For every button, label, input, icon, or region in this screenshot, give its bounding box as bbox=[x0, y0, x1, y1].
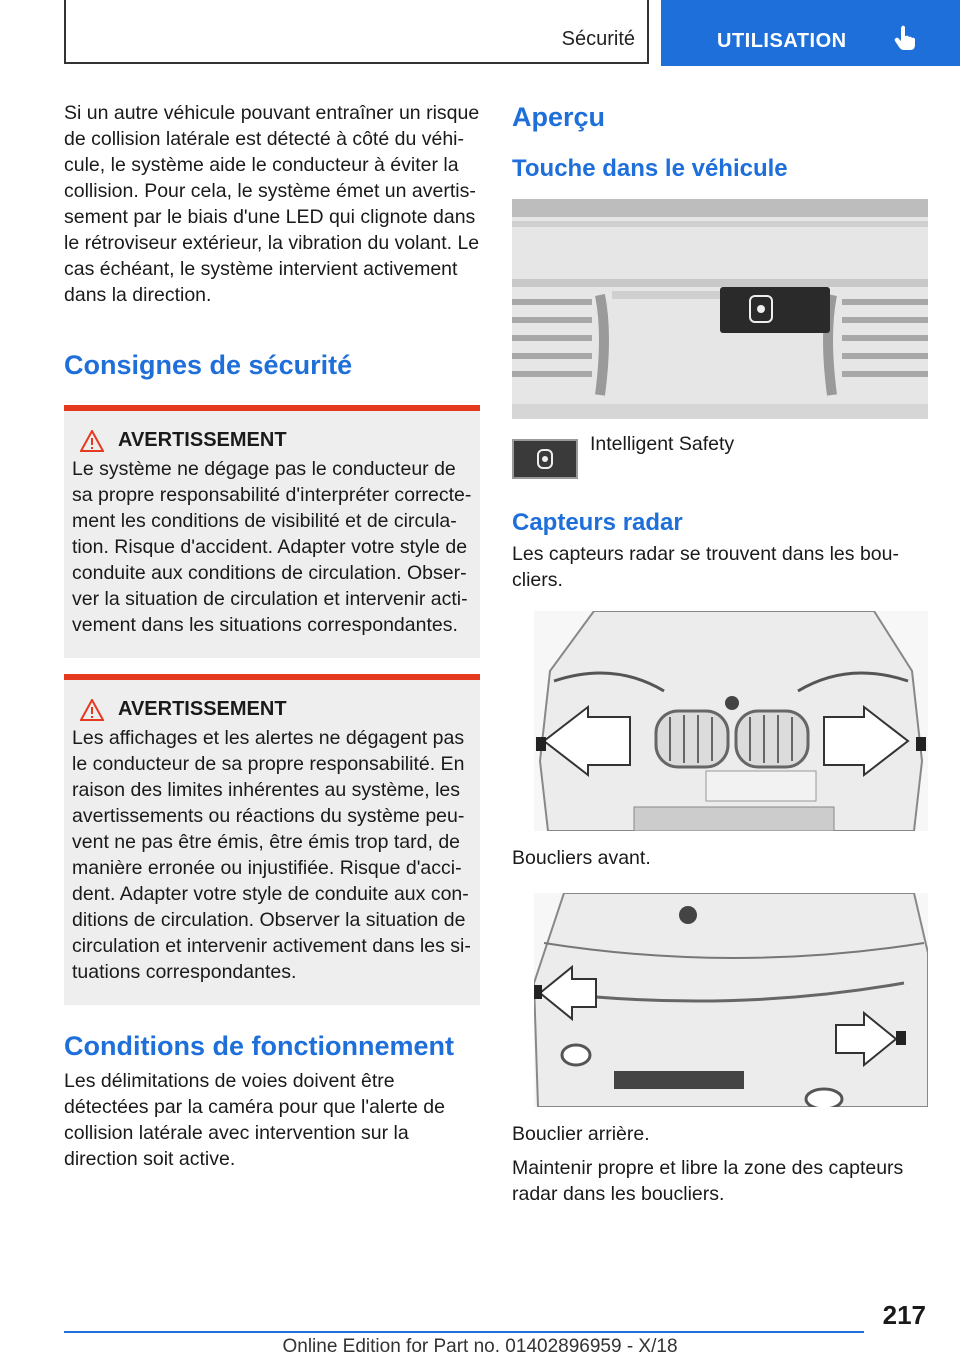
rear-caption: Bouclier arrière. bbox=[512, 1123, 650, 1145]
conditions-paragraph: Les délimitations de voies doivent être détectées par la caméra pour que l'alerte de collision latérale avec intervention sur la direction soit active. bbox=[64, 1070, 445, 1170]
front-bumper-illustration bbox=[534, 611, 928, 831]
warning-text-2: Les affichages et les alertes ne dégagent pas le conducteur de sa propre responsabilité. En raison des limites inhérentes au système, les avertissements ou réactions du système peuvent ne pas être émis, être émis trop tard, de manière erronée ou injustifiée. Risque d'accident. Adapter votre style de conduite aux conditions de circulation. Observer la situation de circulation et intervenir activement dans les situations correspondantes. bbox=[72, 727, 471, 983]
intelligent-safety-button-icon[interactable] bbox=[512, 439, 578, 479]
footer-divider bbox=[64, 1331, 864, 1333]
warning-title-2: AVERTISSEMENT bbox=[118, 698, 287, 720]
section-title: Sécurité bbox=[561, 28, 635, 50]
button-heading: Touche dans le véhicule bbox=[512, 155, 788, 182]
button-legend bbox=[512, 433, 928, 479]
radar-heading: Capteurs radar bbox=[512, 509, 683, 536]
right-column bbox=[512, 100, 928, 1207]
warning-title-1: AVERTISSEMENT bbox=[118, 429, 287, 451]
header-box bbox=[64, 0, 649, 64]
front-caption: Boucliers avant. bbox=[512, 847, 651, 869]
warning-title-row-2 bbox=[80, 698, 472, 721]
chapter-tab-label: UTILISATION bbox=[717, 30, 847, 52]
intro-paragraph: Si un autre véhicule pouvant entraîner un risque de collision latérale est détecté à côté du véhicule, le système aide le conducteur à éviter la collision. Pour cela, le système émet un avertissement par le biais d'une LED qui clignote dans le rétroviseur extérieur, la vibration du volant. Le cas échéant, le système intervient activement dans la direction. bbox=[64, 102, 480, 306]
car-safety-icon bbox=[536, 448, 554, 470]
chapter-tab[interactable] bbox=[661, 0, 960, 66]
warning-triangle-icon bbox=[80, 430, 104, 452]
radar-paragraph: Les capteurs radar se trouvent dans les boucliers. bbox=[512, 543, 899, 591]
warning-text-1: Le système ne dégage pas le conducteur de sa propre responsabilité d'interpréter correctement les conditions de visibilité et de circulation. Risque d'accident. Adapter votre style de conduite aux conditions de circulation. Observer la situation de circulation et intervenir activement dans les situations correspondantes. bbox=[72, 458, 472, 636]
warning-box-2 bbox=[64, 674, 480, 1005]
footer-edition: Online Edition for Part no. 01402896959 - X/18 bbox=[282, 1336, 678, 1357]
rear-bumper-image bbox=[534, 893, 928, 1107]
dashboard-button-image bbox=[512, 199, 928, 419]
left-column bbox=[64, 100, 480, 1172]
intelligent-safety-label: Intelligent Safety bbox=[590, 433, 735, 455]
warning-box-1 bbox=[64, 405, 480, 658]
maintain-paragraph: Maintenir propre et libre la zone des capteurs radar dans les boucliers. bbox=[512, 1157, 904, 1205]
warning-triangle-icon bbox=[80, 699, 104, 721]
overview-heading: Aperçu bbox=[512, 102, 606, 132]
hand-pointer-icon bbox=[893, 24, 919, 50]
safety-heading: Consignes de sécurité bbox=[64, 350, 353, 380]
page-number: 217 bbox=[882, 1300, 926, 1330]
front-bumper-image bbox=[534, 611, 928, 831]
dashboard-illustration bbox=[512, 199, 928, 419]
conditions-heading: Conditions de fonctionnement bbox=[64, 1031, 454, 1061]
rear-bumper-illustration bbox=[534, 893, 928, 1107]
warning-title-row-1 bbox=[80, 429, 472, 452]
